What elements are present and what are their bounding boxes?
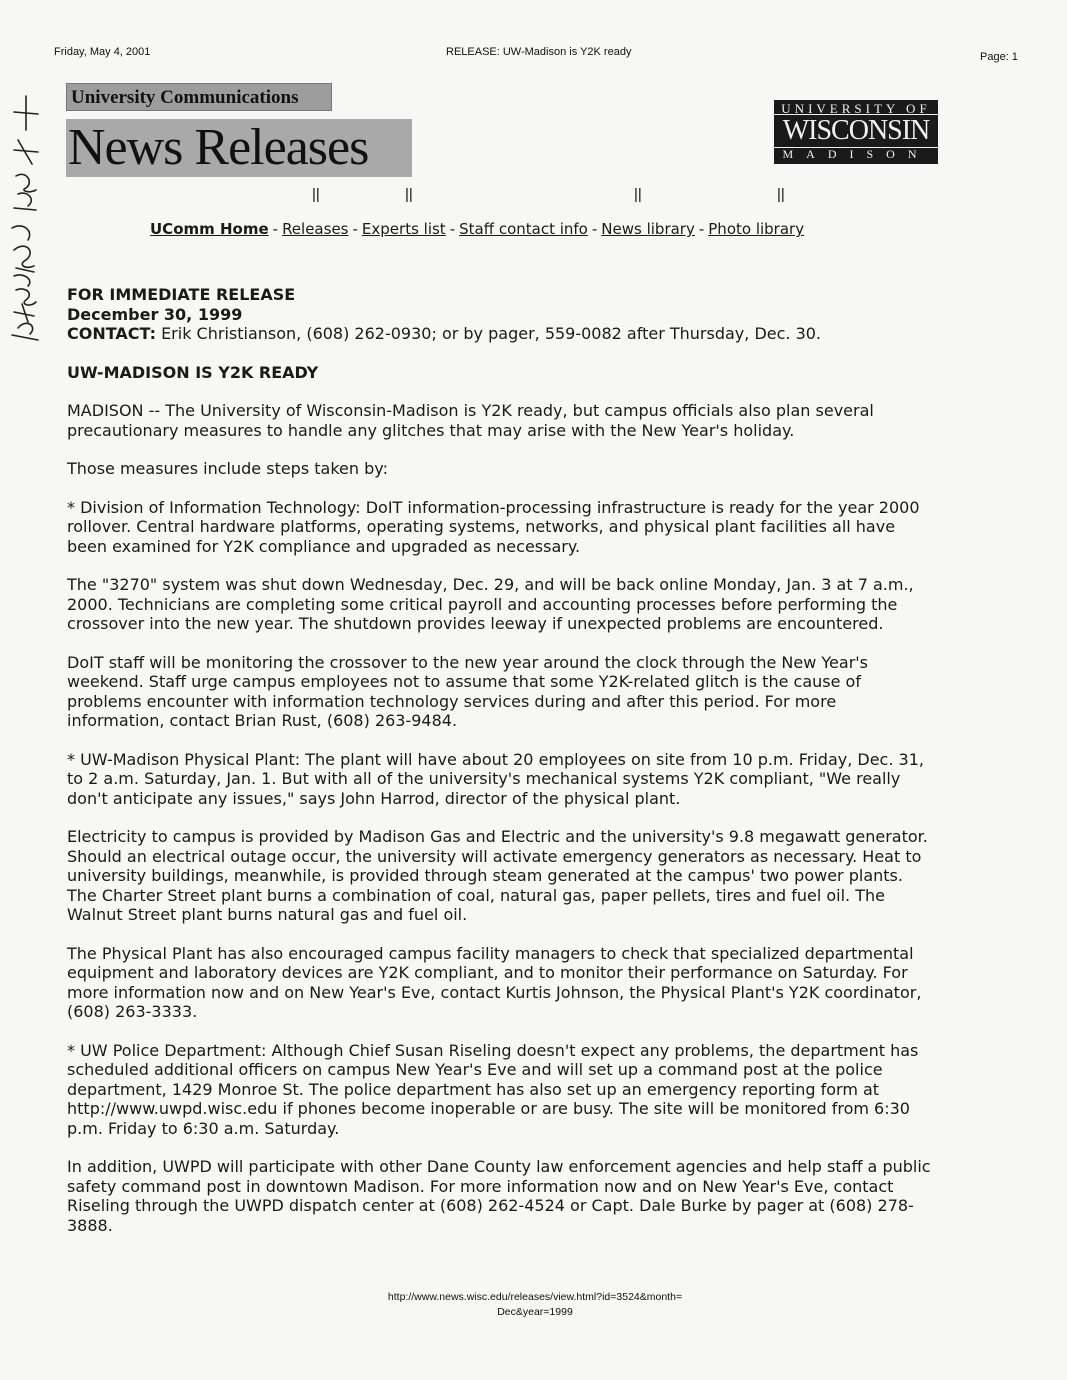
contact-line [67,324,937,344]
logo-line-university-of: UNIVERSITY OF [781,101,931,116]
masthead-news-releases: News Releases [66,119,412,177]
footer-url [300,1290,770,1320]
nav-link-news-library[interactable]: News library [601,220,695,238]
release-body [67,285,937,1254]
separator-mark: || [634,186,642,203]
release-title: UW-MADISON IS Y2K READY [67,362,319,382]
logo-line-madison: MADISON [782,147,930,161]
paragraph: The "3270" system was shut down Wednesday, Dec. 29, and will be back online Monday, Jan. 3 at 7 a.m., 2000. Technicians are completing some critical payroll and accounting processes before performing the crossover into the new year. The shutdown provides leeway if unexpected problems are encountered. [67,575,914,633]
paragraph: Electricity to campus is provided by Madison Gas and Electric and the university's 9.8 megawatt generator. Should an electrical outage occur, the university will activate emergency generators as necessary. Heat to university buildings, meanwhile, is provided through steam generated at the campus' two power plants. The Charter Street plant burns a combination of coal, natural gas, paper pellets, tires and fuel oil. The Walnut Street plant burns natural gas and fuel oil. [67,827,928,924]
paragraph: The Physical Plant has also encouraged campus facility managers to check that specialized departmental equipment and laboratory devices are Y2K compliant, and to monitor their performance on Saturday. For more information now and on New Year's Eve, contact Kurtis Johnson, the Physical Plant's Y2K coordinator, (608) 263-3333. [67,943,922,1021]
nav-separator: - [449,220,456,238]
nav-separator: - [352,220,358,238]
nav-link-staff-contact-info[interactable]: Staff contact info [459,220,588,238]
nav-separator: - [591,220,598,238]
footer-url-line: Dec&year=1999 [497,1306,573,1318]
separator-mark: || [777,186,785,203]
nav-separator: - [698,220,705,238]
paragraph: MADISON -- The University of Wisconsin-Madison is Y2K ready, but campus officials also plan several precautionary measures to handle any glitches that may arise with the New Year's holiday. [67,401,874,440]
site-navigation [150,220,890,238]
logo-line-wisconsin: WISCONSIN [774,114,938,148]
for-immediate-release: FOR IMMEDIATE RELEASE [67,285,296,304]
paragraph: In addition, UWPD will participate with other Dane County law enforcement agencies and help staff a public safety command post in downtown Madison. For more information now and on New Year's Eve, contact Riseling through the UWPD dispatch center at (608) 262-4524 or Capt. Dale Burke by pager at (608) 278-3888. [67,1157,931,1235]
print-page-number: Page: 1 [980,51,1018,63]
paragraph: Those measures include steps taken by: [67,459,388,478]
contact-text: Erik Christianson, (608) 262-0930; or by pager, 559-0082 after Thursday, Dec. 30. [161,324,822,343]
nav-link-releases[interactable]: Releases [282,220,349,238]
paragraph: DoIT staff will be monitoring the crossover to the new year around the clock through the New Year's weekend. Staff urge campus employees not to assume that some Y2K-related glitch is the cause of problems encounter with information technology services during and after this period. For more information, contact Brian Rust, (608) 263-9484. [67,652,869,730]
handwritten-physical-plant-mark [4,90,44,350]
separator-mark: || [312,186,320,203]
nav-separator: - [272,220,279,238]
paragraph: * UW Police Department: Although Chief Susan Riseling doesn't expect any problems, the department has scheduled additional officers on campus New Year's Eve and will set up a command post at the police department, 1429 Monroe St. The police department has also set up an emergency reporting form at http://www.uwpd.wisc.edu if phones become inoperable or are busy. The site will be monitored from 6:30 p.m. Friday to 6:30 a.m. Saturday. [67,1040,919,1138]
separator-mark: || [405,186,413,203]
nav-link-photo-library[interactable]: Photo library [708,220,805,238]
masthead-university-communications: University Communications [66,83,332,111]
release-date: December 30, 1999 [67,304,243,324]
print-release-title: RELEASE: UW-Madison is Y2K ready [446,46,632,58]
nav-link-experts-list[interactable]: Experts list [361,220,446,238]
paragraph: * Division of Information Technology: DoIT information-processing infrastructure is ready for the year 2000 rollover. Central hardware platforms, operating systems, networks, and physical plant facilities all have been examined for Y2K compliance and upgraded as necessary. [67,497,920,556]
contact-label: CONTACT: [67,324,156,343]
handwritten-note [4,90,44,350]
print-date: Friday, May 4, 2001 [54,46,151,58]
paragraph: * UW-Madison Physical Plant: The plant will have about 20 employees on site from 10 p.m. Friday, Dec. 31, to 2 a.m. Saturday, Jan. 1. But with all of the university's mechanical systems Y2K compliant, "We really don't anticipate any issues," says John Harrod, director of the physical plant. [67,749,924,808]
uw-madison-logo [774,100,938,164]
nav-link-ucomm-home[interactable]: UComm Home [150,220,269,238]
footer-url-line: http://www.news.wisc.edu/releases/view.html?id=3524&month= [387,1291,683,1303]
release-header [67,285,937,344]
masthead [66,83,412,177]
